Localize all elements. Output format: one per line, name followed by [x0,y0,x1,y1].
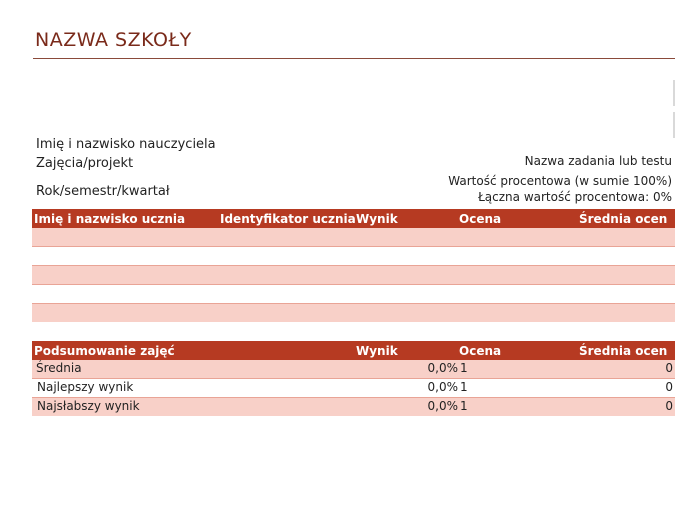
header-student-id[interactable]: Identyfikator ucznia [220,212,356,226]
summary-label: Najsłabszy wynik [37,399,140,413]
summary-gpa: 0 [665,399,673,413]
summary-row-worst[interactable] [32,398,675,416]
header-summary-gpa[interactable]: Średnia ocen [579,344,668,358]
student-row[interactable] [32,228,675,247]
summary-score: 0,0% [427,380,458,394]
header-score[interactable]: Wynik [356,212,398,226]
summary-gpa: 0 [665,380,673,394]
teacher-name-field[interactable]: Imię i nazwisko nauczyciela [36,137,216,152]
total-percent-label: Łączna wartość procentowa: [478,190,650,204]
summary-gpa: 0 [665,361,673,375]
total-percent-row [478,190,672,204]
summary-row-best[interactable] [32,379,675,398]
percent-value-field[interactable]: Wartość procentowa (w sumie 100%) [448,174,672,188]
assignment-name-field[interactable]: Nazwa zadania lub testu [524,154,672,168]
summary-grade: 1 [460,399,468,413]
header-student-name[interactable]: Imię i nazwisko ucznia [34,212,186,226]
summary-table-header [32,341,675,360]
summary-grade: 1 [460,380,468,394]
header-summary-score[interactable]: Wynik [356,344,398,358]
header-gpa[interactable]: Średnia ocen [579,212,668,226]
summary-score: 0,0% [427,399,458,413]
header-grade[interactable]: Ocena [459,212,502,226]
class-project-field[interactable]: Zajęcia/projekt [36,156,134,171]
student-row[interactable] [32,285,675,304]
school-name-title[interactable]: NAZWA SZKOŁY [35,29,192,51]
summary-row-average[interactable] [32,360,675,379]
students-table-header [32,209,675,228]
total-percent-value[interactable]: 0% [652,190,672,204]
summary-score: 0,0% [427,361,458,375]
summary-grade: 1 [460,361,468,375]
student-row[interactable] [32,266,675,285]
header-summary-grade[interactable]: Ocena [459,344,502,358]
title-underline [33,58,675,59]
student-row[interactable] [32,247,675,266]
header-summary[interactable]: Podsumowanie zajęć [34,344,175,358]
student-row[interactable] [32,304,675,322]
summary-label: Najlepszy wynik [37,380,134,394]
term-field[interactable]: Rok/semestr/kwartał [36,184,170,199]
summary-label: Średnia [36,361,82,375]
